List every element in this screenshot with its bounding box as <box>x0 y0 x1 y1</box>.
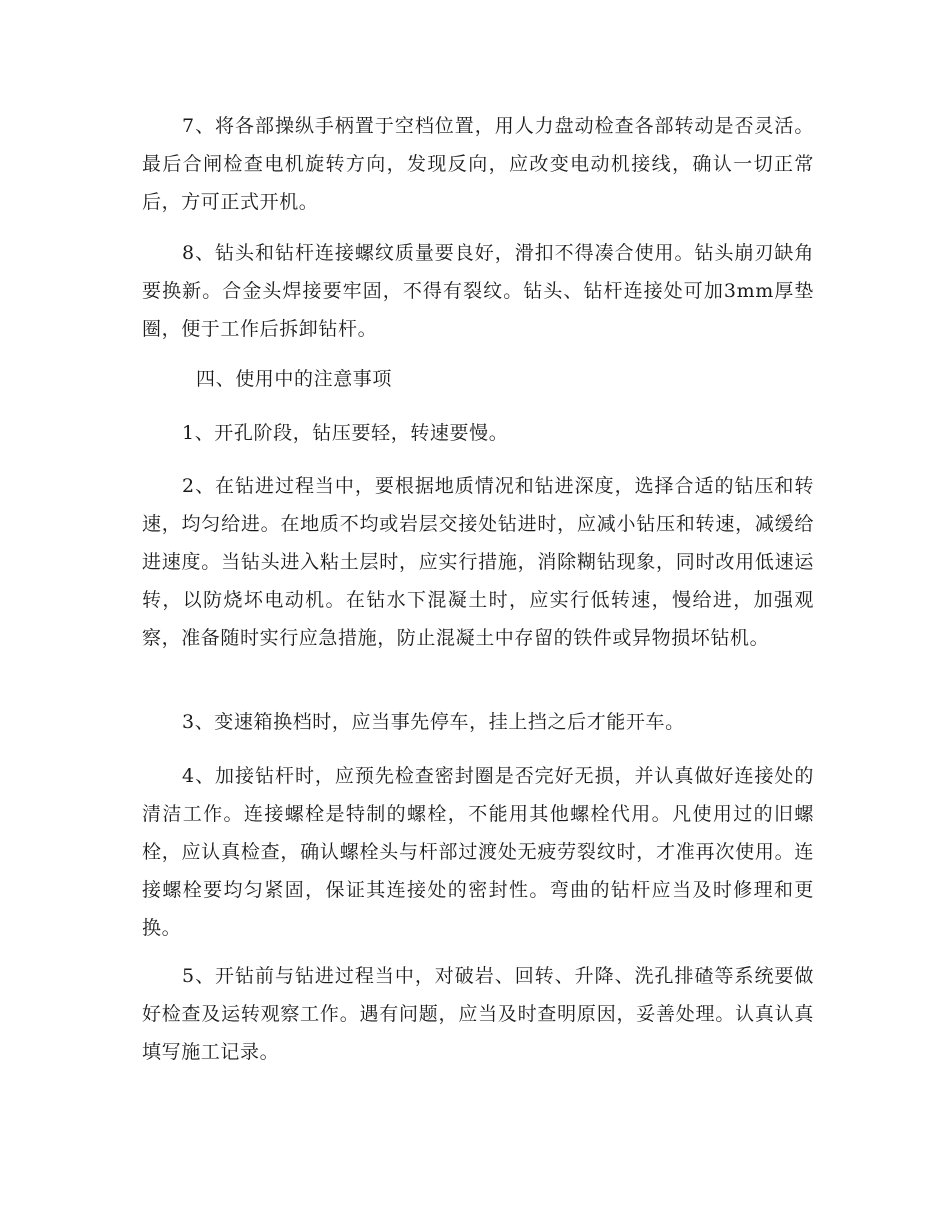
section-heading: 四、使用中的注意事项 <box>196 368 393 390</box>
paragraph-7: 7、将各部操纵手柄置于空档位置，用人力盘动检查各部转动是否灵活。最后合闸检查电机旋转方向，发现反向，应改变电动机接线，确认一切正常后，方可正式开机。 <box>142 115 814 213</box>
paragraph-8: 8、钻头和钻杆连接螺纹质量要良好，滑扣不得凑合使用。钻头崩刃缺角要换新。合金头焊接要牢固，不得有裂纹。钻头、钻杆连接处可加3mm厚垫圈，便于工作后拆卸钻杆。 <box>142 242 814 340</box>
paragraph-usage-3: 3、变速箱换档时，应当事先停车，挂上挡之后才能开车。 <box>182 711 685 733</box>
paragraph-usage-4: 4、加接钻杆时，应预先检查密封圈是否完好无损，并认真做好连接处的清洁工作。连接螺栓是特制的螺栓，不能用其他螺栓代用。凡使用过的旧螺栓，应认真检查，确认螺栓头与杆部过渡处无疲劳裂纹时，才准再次使用。连接螺栓要均匀紧固，保证其连接处的密封性。弯曲的钻杆应当及时修理和更换。 <box>142 765 814 939</box>
paragraph-usage-5: 5、开钻前与钻进过程当中，对破岩、回转、升降、洗孔排碴等系统要做好检查及运转观察工作。遇有问题，应当及时查明原因，妥善处理。认真认真填写施工记录。 <box>142 965 814 1063</box>
paragraph-usage-1: 1、开孔阶段，钻压要轻，转速要慢。 <box>182 422 509 444</box>
paragraph-usage-2: 2、在钻进过程当中，要根据地质情况和钻进深度，选择合适的钻压和转速，均匀给进。在地质不均或岩层交接处钻进时，应减小钻压和转速，减缓给进速度。当钻头进入粘土层时，应实行措施，消除糊钻现象，同时改用低速运转，以防烧坏电动机。在钻水下混凝土时，应实行低转速，慢给进，加强观察，准备随时实行应急措施，防止混凝土中存留的铁件或异物损坏钻机。 <box>142 475 814 649</box>
